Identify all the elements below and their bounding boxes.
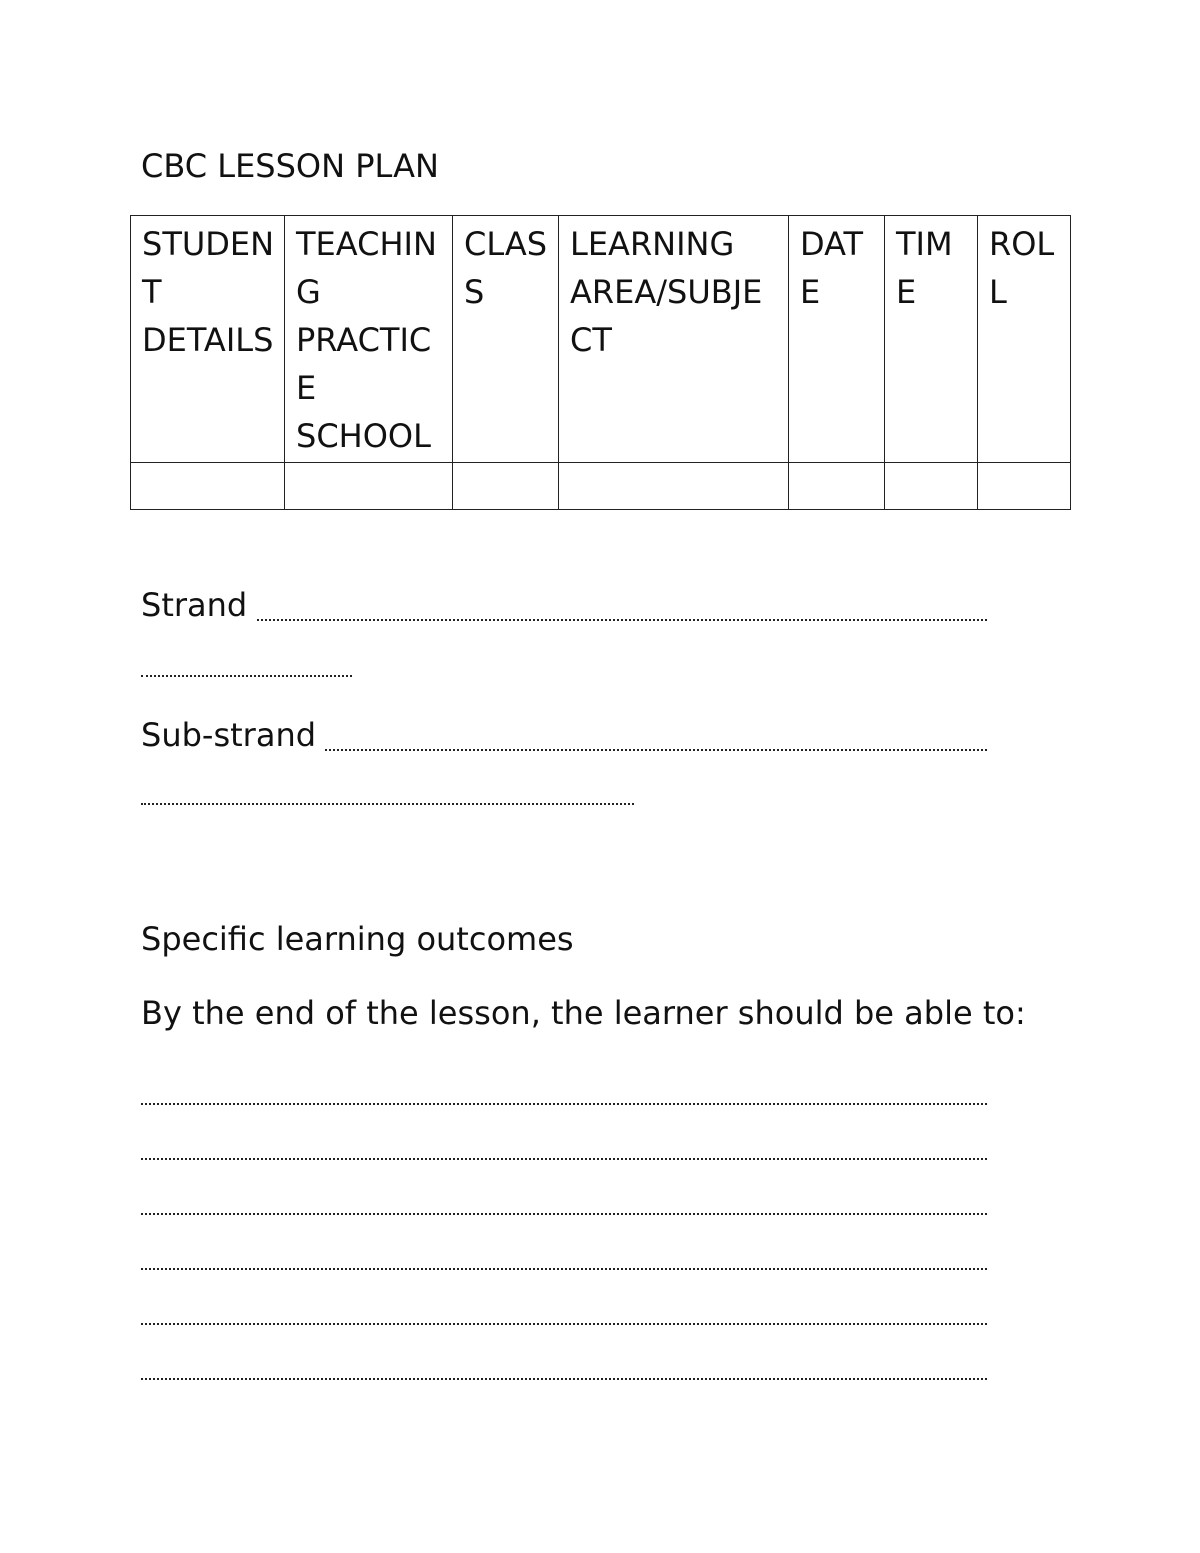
cell-time[interactable] xyxy=(885,463,978,510)
header-roll: ROL L xyxy=(978,216,1071,463)
cell-learning-area-subject[interactable] xyxy=(559,463,789,510)
table-row xyxy=(131,463,1071,510)
table-header-row xyxy=(131,216,1071,463)
cell-teaching-practice-school[interactable] xyxy=(285,463,453,510)
outcomes-intro: By the end of the lesson, the learner should be able to: xyxy=(141,994,1026,1032)
outcomes-heading: Specific learning outcomes xyxy=(141,920,574,958)
sub-strand-fill-line-continued[interactable] xyxy=(141,803,634,805)
lesson-details-table xyxy=(130,215,1071,510)
sub-strand-fill-line[interactable] xyxy=(325,749,987,751)
header-student-details: STUDEN T DETAILS xyxy=(131,216,285,463)
outcome-fill-line[interactable] xyxy=(141,1268,987,1270)
strand-fill-line-continued[interactable] xyxy=(141,675,352,677)
header-date: DAT E xyxy=(789,216,885,463)
header-class: CLAS S xyxy=(453,216,559,463)
outcome-fill-line[interactable] xyxy=(141,1103,987,1105)
outcome-fill-line[interactable] xyxy=(141,1323,987,1325)
header-time: TIM E xyxy=(885,216,978,463)
page-title: CBC LESSON PLAN xyxy=(141,147,439,185)
strand-label: Strand xyxy=(141,586,248,624)
outcome-fill-line[interactable] xyxy=(141,1158,987,1160)
sub-strand-label: Sub-strand xyxy=(141,716,317,754)
outcome-fill-line[interactable] xyxy=(141,1213,987,1215)
header-learning-area-subject: LEARNING AREA/SUBJE CT xyxy=(559,216,789,463)
outcome-fill-line[interactable] xyxy=(141,1378,987,1380)
header-teaching-practice-school: TEACHIN G PRACTIC E SCHOOL xyxy=(285,216,453,463)
cell-date[interactable] xyxy=(789,463,885,510)
cell-roll[interactable] xyxy=(978,463,1071,510)
strand-fill-line[interactable] xyxy=(257,619,987,621)
cell-class[interactable] xyxy=(453,463,559,510)
cell-student-details[interactable] xyxy=(131,463,285,510)
